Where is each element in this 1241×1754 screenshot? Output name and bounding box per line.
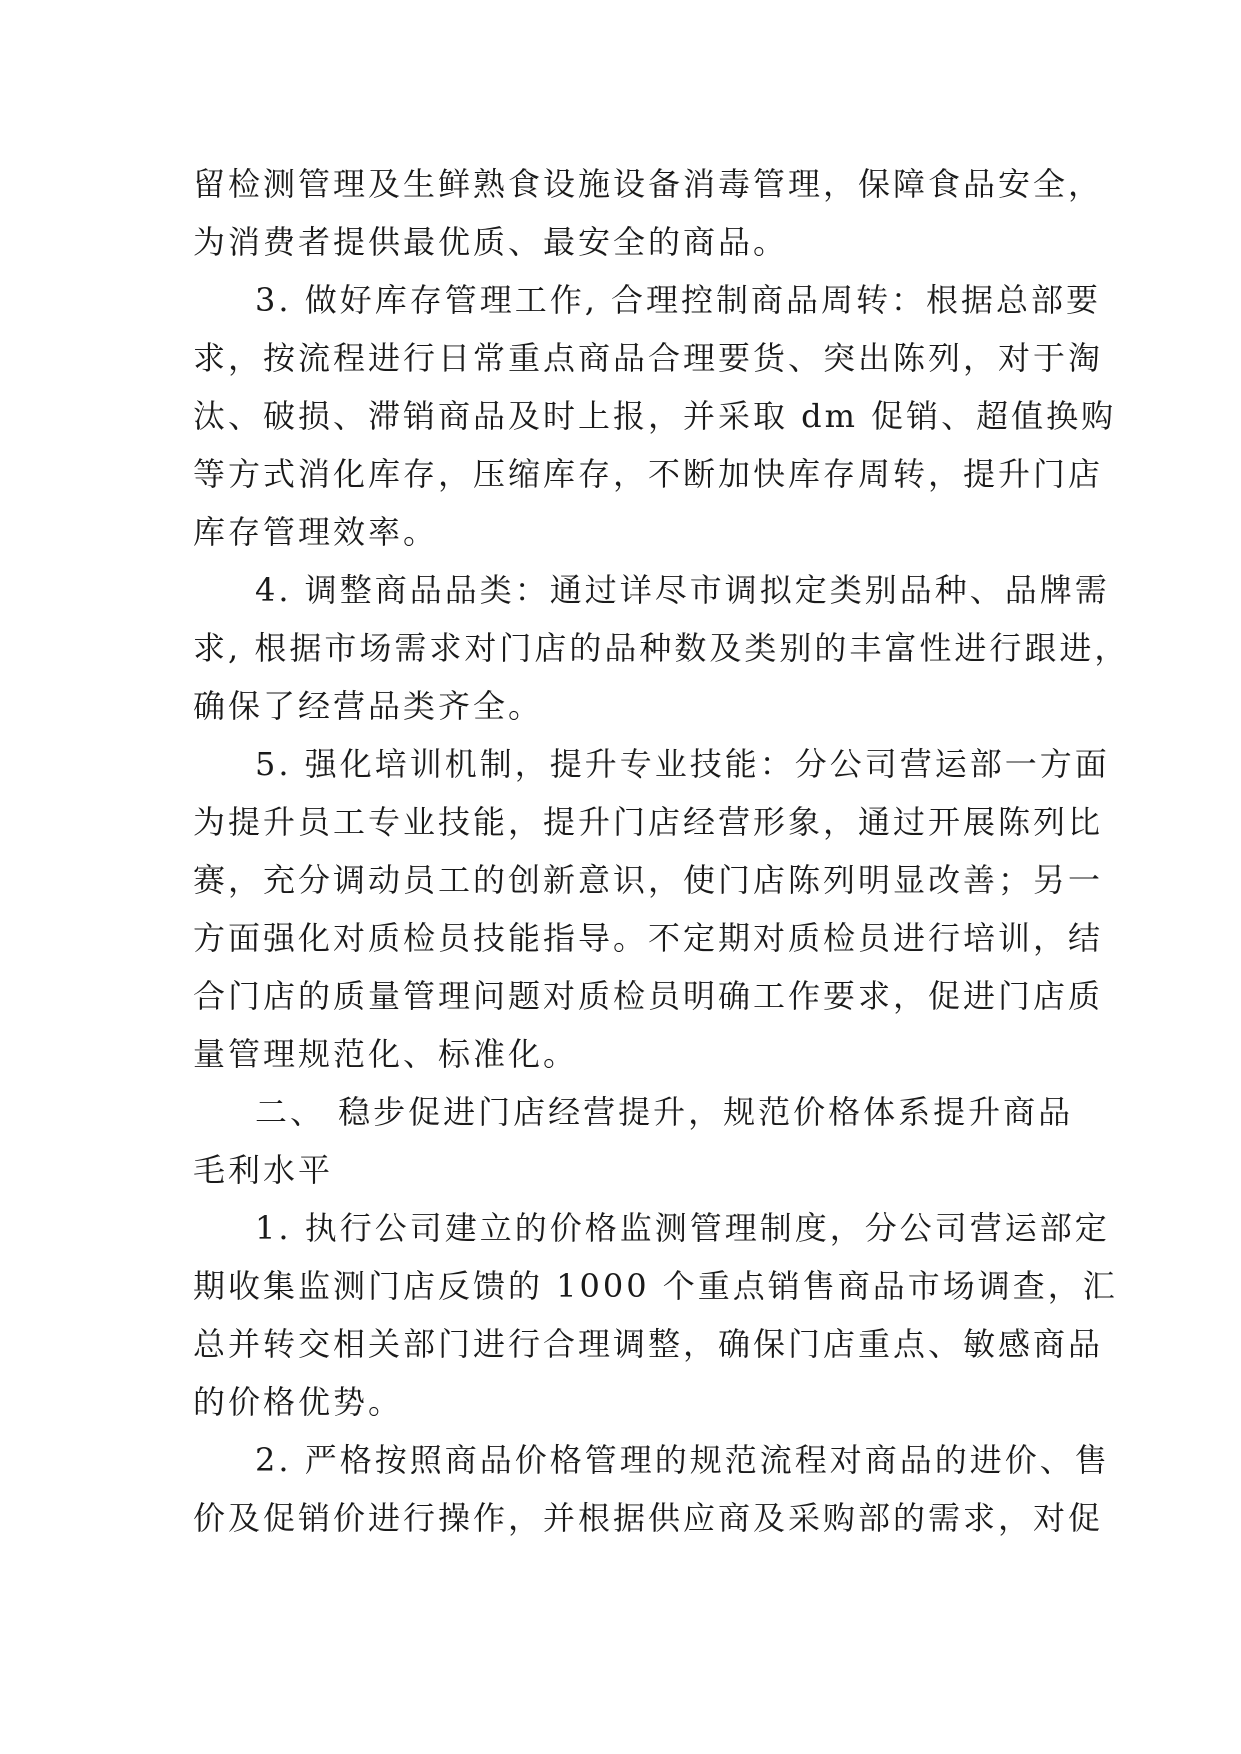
text-line: 汰、破损、滞销商品及时上报，并采取 dm 促销、超值换购 (193, 397, 1117, 435)
text-line: 期收集监测门店反馈的 1000 个重点销售商品市场调查，汇 (193, 1267, 1118, 1305)
text-line: 合门店的质量管理问题对质检员明确工作要求，促进门店质 (193, 977, 1104, 1015)
paragraph-first-line: 1. 执行公司建立的价格监测管理制度，分公司营运部定 (255, 1209, 1110, 1247)
text-line: 库存管理效率。 (193, 513, 439, 551)
section-heading: 二、 稳步促进门店经营提升，规范价格体系提升商品 (255, 1093, 1074, 1131)
text-line: 等方式消化库存，压缩库存，不断加快库存周转，提升门店 (193, 455, 1104, 493)
text-line: 量管理规范化、标准化。 (193, 1035, 579, 1073)
text-line: 为消费者提供最优质、最安全的商品。 (193, 223, 789, 261)
paragraph-first-line: 5. 强化培训机制，提升专业技能：分公司营运部一方面 (255, 745, 1110, 783)
text-line: 总并转交相关部门进行合理调整，确保门店重点、敏感商品 (193, 1325, 1104, 1363)
paragraph-first-line: 2. 严格按照商品价格管理的规范流程对商品的进价、售 (255, 1441, 1110, 1479)
section-heading-continued: 毛利水平 (193, 1151, 334, 1189)
text-line: 的价格优势。 (193, 1383, 404, 1421)
paragraph-first-line: 4. 调整商品品类：通过详尽市调拟定类别品种、品牌需 (255, 571, 1110, 609)
text-line: 赛，充分调动员工的创新意识，使门店陈列明显改善；另一 (193, 861, 1104, 899)
text-line: 价及促销价进行操作，并根据供应商及采购部的需求，对促 (193, 1499, 1104, 1537)
paragraph-first-line: 3. 做好库存管理工作, 合理控制商品周转：根据总部要 (255, 281, 1102, 319)
text-line: 确保了经营品类齐全。 (193, 687, 544, 725)
text-line: 留检测管理及生鲜熟食设施设备消毒管理，保障食品安全， (193, 165, 1104, 203)
document-body (193, 155, 1130, 1547)
text-line: 求, 根据市场需求对门店的品种数及类别的丰富性进行跟进， (193, 629, 1130, 667)
text-line: 方面强化对质检员技能指导。不定期对质检员进行培训，结 (193, 919, 1104, 957)
text-line: 为提升员工专业技能，提升门店经营形象，通过开展陈列比 (193, 803, 1104, 841)
text-line: 求，按流程进行日常重点商品合理要货、突出陈列，对于淘 (193, 339, 1104, 377)
